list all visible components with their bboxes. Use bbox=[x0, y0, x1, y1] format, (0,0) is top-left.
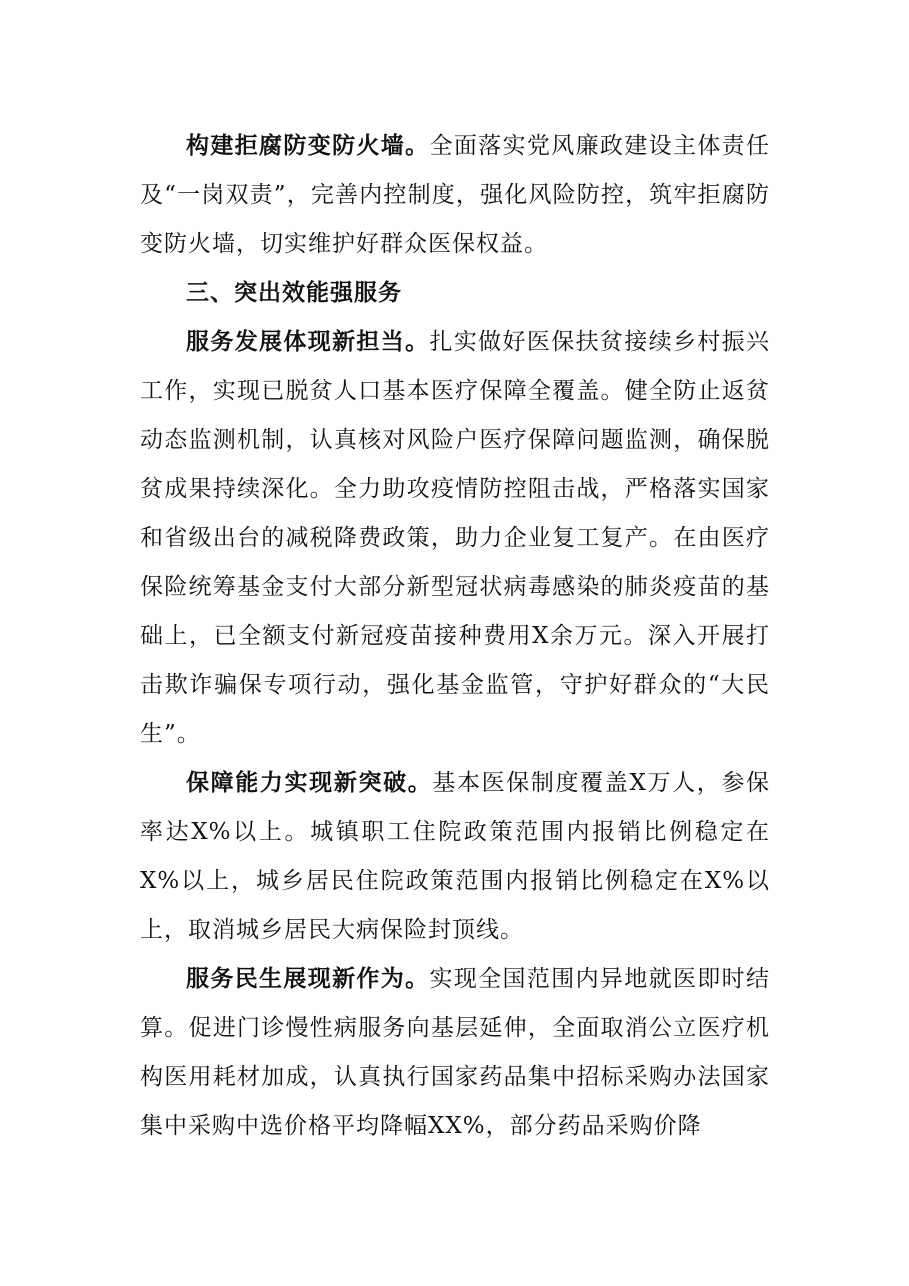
paragraph-text: 全面落实党风廉政建设主体责任及“一岗双责”，完善内控制度，强化风险防控，筑牢拒腐防变防火墙，切实维护好群众医保权益。 bbox=[140, 133, 771, 257]
paragraph-coverage-capacity bbox=[140, 759, 770, 955]
paragraph-lead: 保障能力实现新突破。 bbox=[186, 770, 433, 796]
section-heading: 三、突出效能强服务 bbox=[186, 280, 402, 306]
paragraph-livelihood-service bbox=[140, 955, 770, 1151]
paragraph-text: 扎实做好医保扶贫接续乡村振兴工作，实现已脱贫人口基本医疗保障全覆盖。健全防止返贫动态监测机制，认真核对风险户医疗保障问题监测，确保脱贫成果持续深化。全力助攻疫情防控阻击战，严格落实国家和省级出台的减税降费政策，助力企业复工复产。在由医疗保险统筹基金支付大部分新型冠状病毒感染的肺炎疫苗的基础上，已全额支付新冠疫苗接种费用X余万元。深入开展打击欺诈骗保专项行动，强化基金监管，守护好群众的“大民生”。 bbox=[140, 329, 771, 747]
paragraph-lead: 构建拒腐防变防火墙。 bbox=[186, 133, 430, 159]
document-body bbox=[140, 122, 770, 1151]
paragraph-service-development bbox=[140, 318, 770, 759]
paragraph-text: 基本医保制度覆盖X万人，参保率达X%以上。城镇职工住院政策范围内报销比例稳定在X%以上，城乡居民住院政策范围内报销比例稳定在X%以上，取消城乡居民大病保险封顶线。 bbox=[140, 770, 770, 943]
paragraph-lead: 服务民生展现新作为。 bbox=[186, 966, 430, 992]
paragraph-lead: 服务发展体现新担当。 bbox=[186, 329, 430, 355]
paragraph-text: 实现全国范围内异地就医即时结算。促进门诊慢性病服务向基层延伸，全面取消公立医疗机构医用耗材加成，认真执行国家药品集中招标采购办法国家集中采购中选价格平均降幅XX%，部分药品采购价降 bbox=[140, 966, 771, 1139]
paragraph-anti-corruption bbox=[140, 122, 770, 269]
